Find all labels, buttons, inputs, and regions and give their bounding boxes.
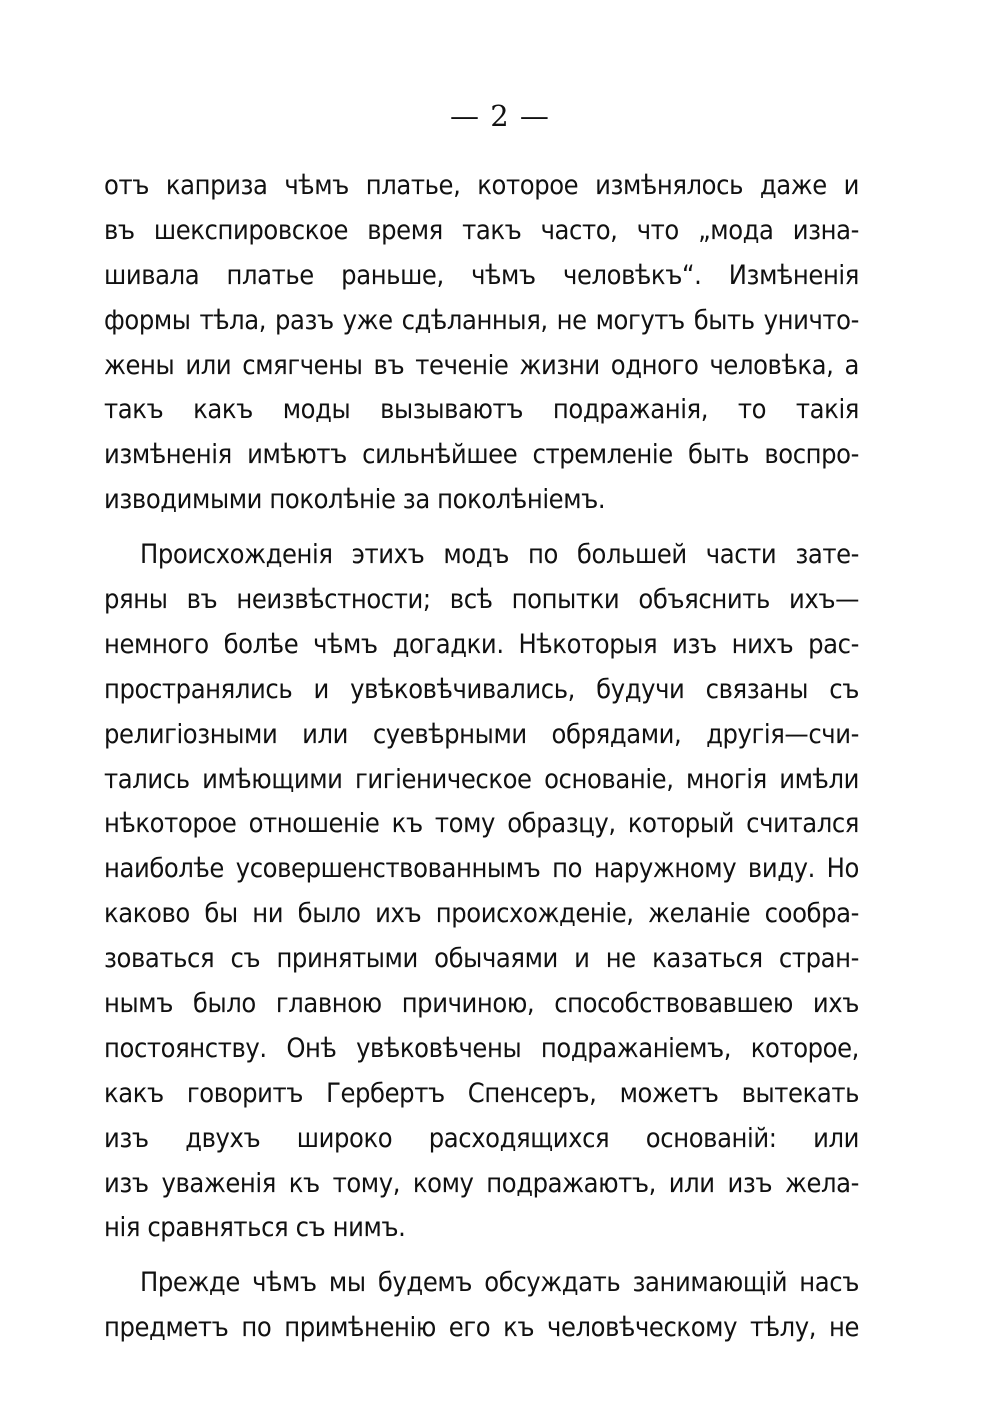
text-line: нія сравняться съ нимъ. [104,1212,406,1244]
text-line: формы тѣла, разъ уже сдѣланныя, не могутъ быть уничто- [104,304,859,336]
text-line: ряны въ неизвѣстности; всѣ попытки объяснить ихъ— [104,584,859,616]
body-text [104,164,859,1351]
text-line: религіозными или суевѣрными обрядами, другія—счи- [104,718,859,750]
text-line: немного болѣе чѣмъ догадки. Нѣкоторыя изъ нихъ рас- [104,628,859,660]
text-line: такъ какъ моды вызываютъ подражанія, то такія [104,394,859,426]
text-line: изъ уваженія къ тому, кому подражаютъ, или изъ жела- [104,1167,859,1199]
text-line: наиболѣе усовершенствованнымъ по наружному виду. Но [104,853,859,885]
text-line: какъ говоритъ Гербертъ Спенсеръ, можетъ вытекать [104,1077,859,1109]
text-line: предметъ по примѣненію его къ человѣческому тѣлу, не [104,1312,859,1344]
text-line: Прежде чѣмъ мы будемъ обсуждать занимающій насъ [140,1267,859,1299]
text-line: зоваться съ принятыми обычаями и не казаться стран- [104,943,859,975]
text-line: постоянству. Онѣ увѣковѣчены подражаніемъ, которое, [104,1032,859,1064]
text-line: отъ каприза чѣмъ платье, которое измѣнялось даже и [104,170,859,201]
text-line: Происхожденія этихъ модъ по большей части зате- [140,539,859,571]
text-line: измѣненія имѣютъ сильнѣйшее стремленіе быть воспро- [104,439,859,471]
text-line: изводимыми поколѣніе за поколѣніемъ. [104,484,606,516]
text-line: пространялись и увѣковѣчивались, будучи связаны съ [104,673,859,705]
paragraph-gap [104,523,859,533]
paragraph-gap [104,1251,859,1261]
text-line: нѣкоторое отношеніе къ тому образцу, который считался [104,808,859,840]
text-line: нымъ было главною причиною, способствовавшею ихъ [104,988,859,1020]
text-line: въ шекспировское время такъ часто, что „мода изна- [104,214,859,246]
text-line: жены или смягчены въ теченіе жизни одного человѣка, а [104,349,859,381]
text-line: изъ двухъ широко расходящихся основаній: или [104,1122,859,1154]
text-line: шивала платье раньше, чѣмъ человѣкъ“. Измѣненія [104,259,859,291]
text-line: каково бы ни было ихъ происхожденіе, желаніе сообра- [104,898,859,930]
text-line: тались имѣющими гигіеническое основаніе, многія имѣли [104,763,859,795]
page-number: — 2 — [450,99,550,133]
